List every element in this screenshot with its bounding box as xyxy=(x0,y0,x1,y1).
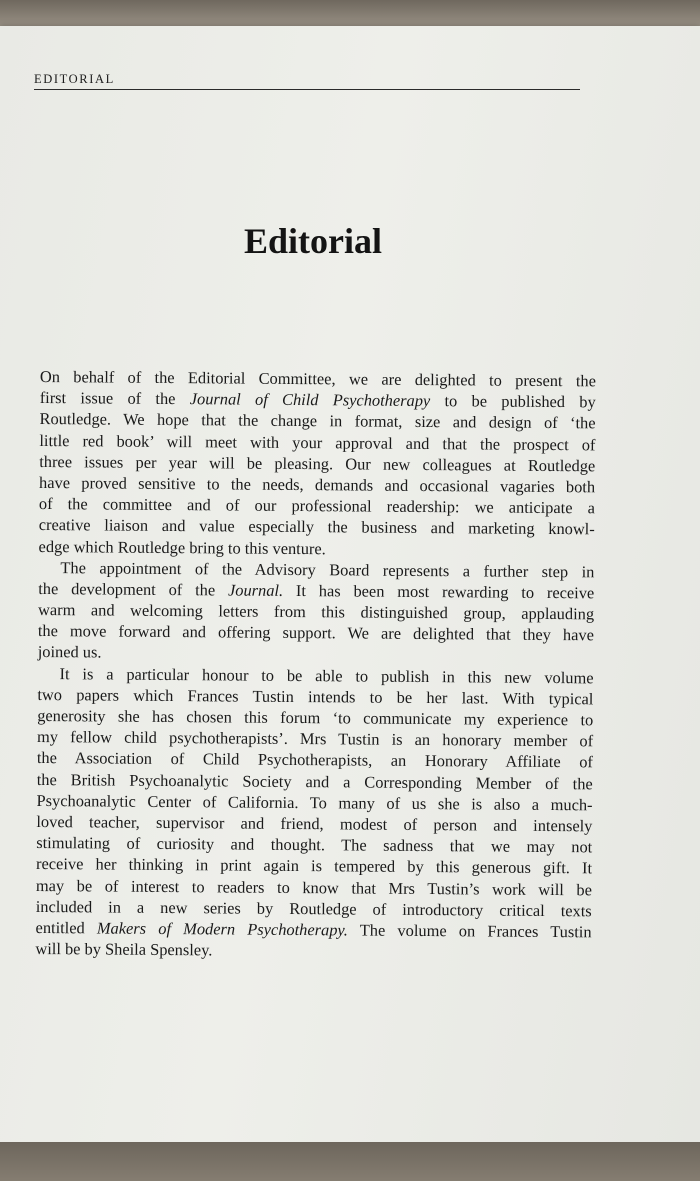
editorial-body xyxy=(35,366,596,964)
text-line: first issue of the Journal of Child Psychotherapy to be published by xyxy=(39,388,596,412)
page-title: Editorial xyxy=(243,221,382,261)
text-line: creative liaison and value especially the business and marketing knowl- xyxy=(38,515,595,539)
paragraph xyxy=(35,663,593,964)
text-line: Psychoanalytic Center of California. To many of us she is also a much- xyxy=(36,790,593,815)
text-line: joined us. xyxy=(37,642,102,662)
text-line: of the committee and of our professional readership: we anticipate a xyxy=(38,494,595,518)
italic-title: Journal. xyxy=(227,580,284,600)
text-line: the development of the Journal. It has been most rewarding to receive xyxy=(38,578,595,603)
text-line: loved teacher, supervisor and friend, modest of person and intensely xyxy=(36,811,593,836)
text-line: have proved sensitive to the needs, demands and occasional vagaries both xyxy=(39,472,596,497)
text-line: It is a particular honour to be able to publish in this new volume xyxy=(59,663,594,687)
text-line: the move forward and offering support. We are delighted that they have xyxy=(37,621,594,645)
text-line: my fellow child psychotherapists’. Mrs Tustin is an honorary member of xyxy=(37,727,594,751)
text-line: receive her thinking in print again is tempered by this generous gift. It xyxy=(36,854,593,878)
text-line: two papers which Frances Tustin intends to be her last. With typical xyxy=(37,684,594,709)
paragraph xyxy=(39,366,596,561)
paragraph xyxy=(38,557,595,667)
text-line: three issues per year will be pleasing. Our new colleagues at Routledge xyxy=(39,451,596,476)
italic-title: Journal of Child Psychotherapy xyxy=(189,389,431,411)
text-line: generosity she has chosen this forum ‘to communicate my experience to xyxy=(37,705,594,730)
book-top-edge xyxy=(0,0,700,28)
text-line: will be by Sheila Spensley. xyxy=(35,939,213,960)
text-line: stimulating of curiosity and thought. The sadness that we may not xyxy=(36,833,593,857)
text-line: the British Psychoanalytic Society and a Corresponding Member of the xyxy=(36,769,593,793)
text-line: entitled Makers of Modern Psychotherapy. The volume on Frances Tustin xyxy=(35,917,592,942)
text-line: edge which Routledge bring to this venture. xyxy=(38,536,326,558)
italic-title: Makers of Modern Psychotherapy. xyxy=(96,918,348,940)
text-line: Routledge. We hope that the change in format, size and design of ‘the xyxy=(39,409,596,433)
text-line: the Association of Child Psychotherapists, an Honorary Affiliate of xyxy=(36,748,593,772)
text-line: may be of interest to readers to know that Mrs Tustin’s work will be xyxy=(35,875,592,899)
text-line: On behalf of the Editorial Committee, we are delighted to present the xyxy=(39,366,596,391)
running-head: EDITORIAL xyxy=(34,72,580,90)
book-bottom-edge xyxy=(0,1142,700,1181)
text-line: included in a new series by Routledge of introductory critical texts xyxy=(35,896,592,921)
text-line: warm and welcoming letters from this distinguished group, applauding xyxy=(38,600,595,624)
text-line: little red book’ will meet with your approval and that the prospect of xyxy=(39,430,596,454)
text-line: The appointment of the Advisory Board represents a further step in xyxy=(60,557,595,582)
